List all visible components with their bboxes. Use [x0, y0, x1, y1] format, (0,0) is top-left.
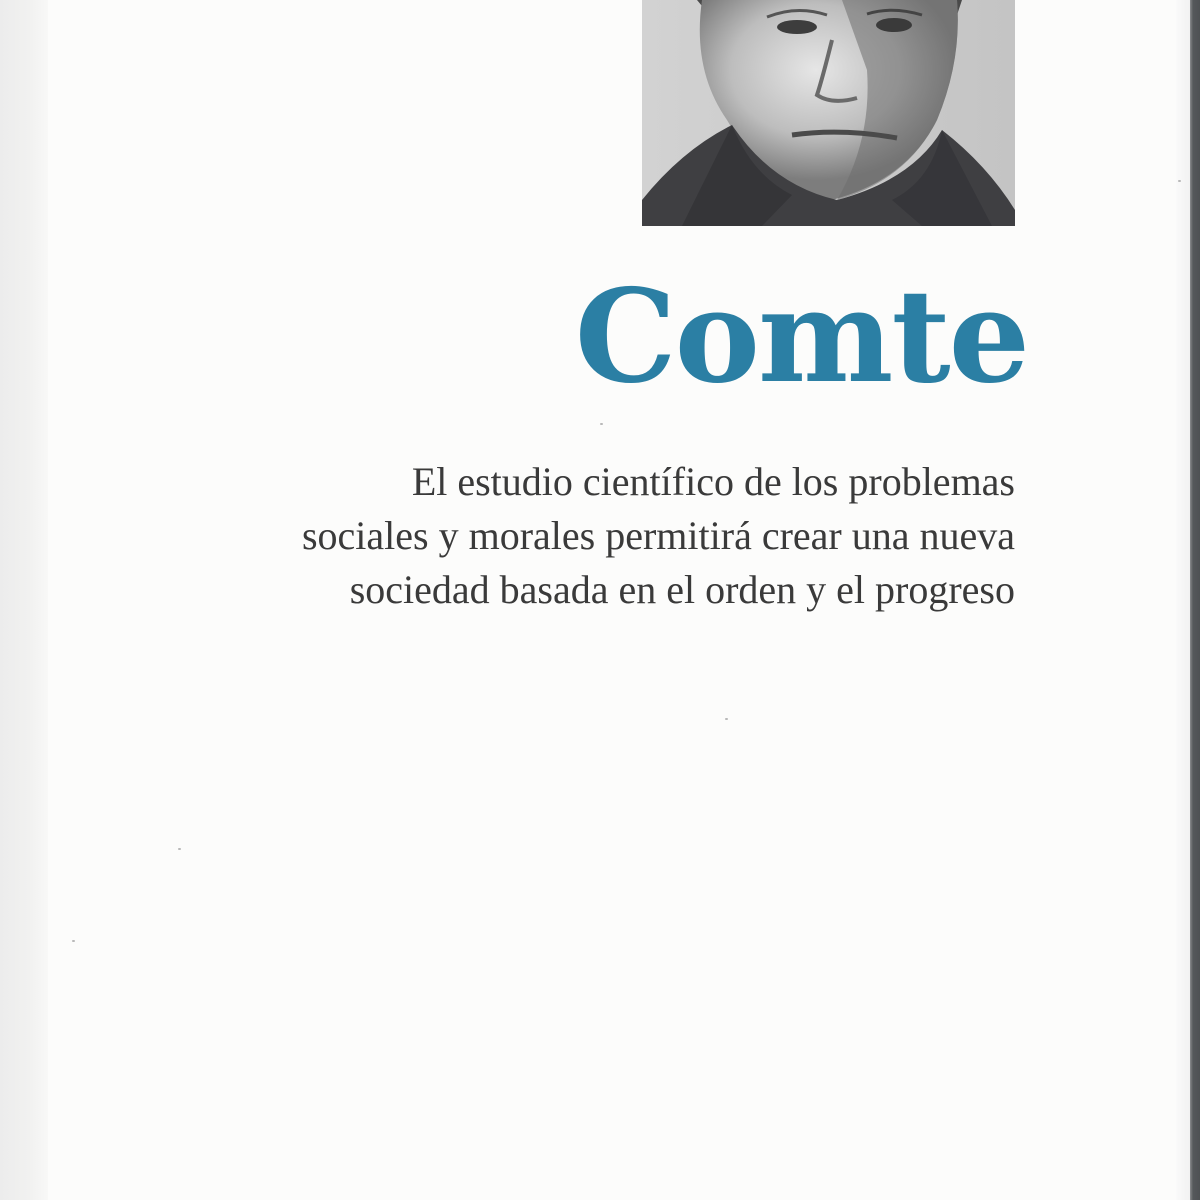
paper-speck	[178, 848, 181, 850]
subtitle-line-2: sociales y morales permitirá crear una nueva	[301, 513, 1015, 558]
spine-shade	[0, 0, 48, 1200]
author-portrait	[642, 0, 1015, 226]
paper-speck	[725, 718, 728, 720]
portrait-image	[642, 0, 1015, 226]
book-subtitle	[180, 455, 1015, 617]
paper-speck	[1178, 180, 1181, 182]
cover-edge-shadow	[1190, 0, 1200, 1200]
subtitle-line-1: El estudio científico de los problemas	[411, 459, 1015, 504]
book-title: Comte	[574, 262, 1028, 412]
subtitle-line-3: sociedad basada en el orden y el progreso	[349, 567, 1015, 612]
paper-speck	[72, 940, 75, 942]
paper-speck	[600, 423, 603, 425]
